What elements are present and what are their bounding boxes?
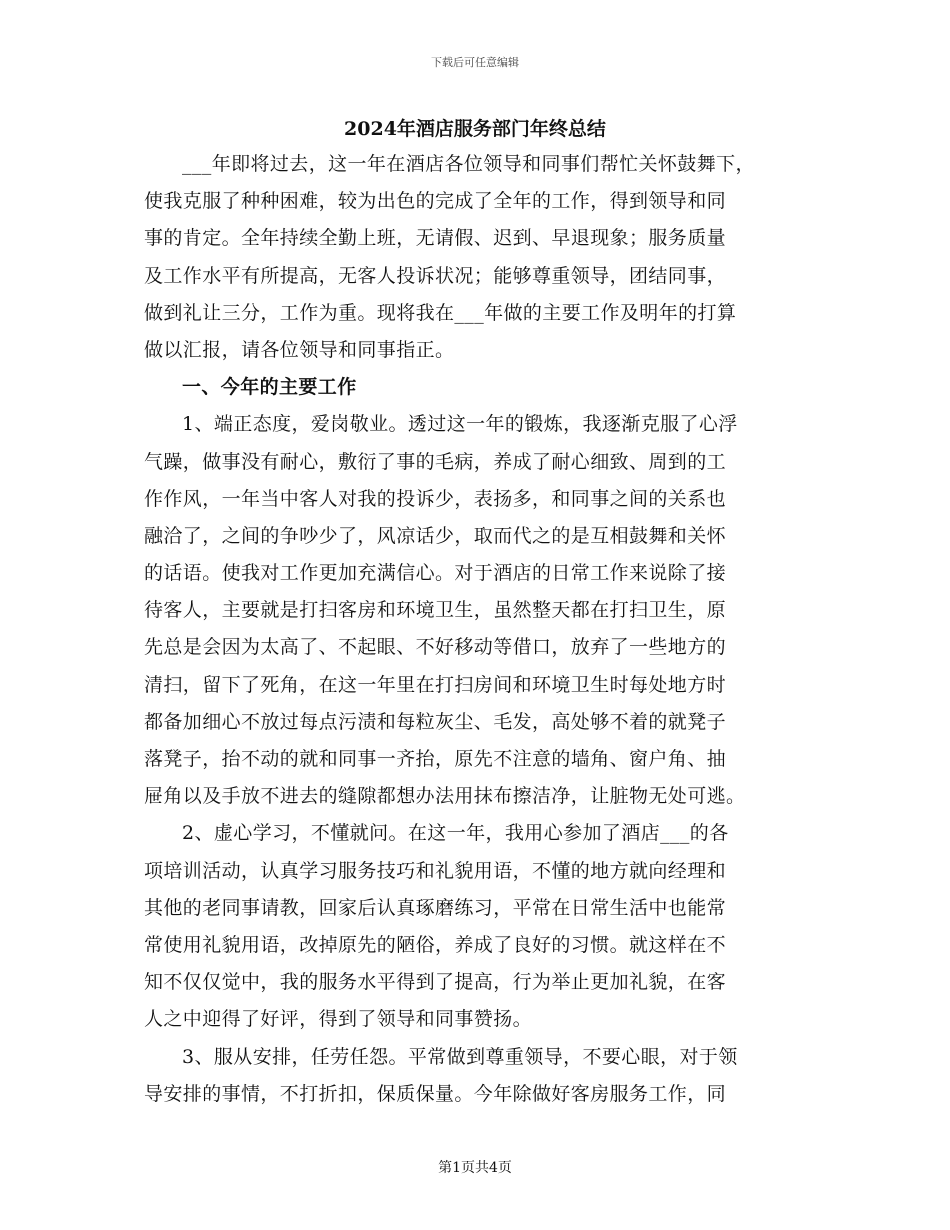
body-text-line: 项培训活动，认真学习服务技巧和礼貌用语，不懂的地方就向经理和: [144, 859, 727, 882]
body-text-line: 常使用礼貌用语，改掉原先的陋俗，养成了良好的习惯。就这样在不: [144, 933, 727, 956]
body-text-line: ___年即将过去，这一年在酒店各位领导和同事们帮忙关怀鼓舞下，: [182, 153, 755, 175]
body-text-line: 待客人，主要就是打扫客房和环境卫生，虽然整天都在打扫卫生，原: [144, 599, 727, 622]
body-text-line: 屉角以及手放不进去的缝隙都想办法用抹布擦洁净，让脏物无处可逃。: [144, 785, 746, 808]
body-text-line: 事的肯定。全年持续全勤上班，无请假、迟到、早退现象；服务质量: [144, 227, 727, 250]
body-text-line: 做到礼让三分，工作为重。现将我在___年做的主要工作及明年的打算: [144, 301, 737, 324]
body-text-line: 及工作水平有所提高，无客人投诉状况；能够尊重领导，团结同事，: [144, 264, 727, 287]
section-heading: 一、今年的主要工作: [182, 376, 357, 399]
body-text-line: 融洽了，之间的争吵少了，风凉话少，取而代之的是互相鼓舞和关怀: [144, 524, 727, 547]
body-text-line: 清扫，留下了死角，在这一年里在打扫房间和环境卫生时每处地方时: [144, 673, 727, 696]
header-note: 下载后可任意编辑: [431, 56, 519, 69]
body-text-line: 作作风，一年当中客人对我的投诉少，表扬多，和同事之间的关系也: [144, 487, 727, 510]
body-text-line: 气躁，做事没有耐心，敷衍了事的毛病，养成了耐心细致、周到的工: [144, 450, 727, 473]
page-footer: 第1页共4页: [438, 1160, 512, 1176]
body-text-line: 知不仅仅觉中，我的服务水平得到了提高，行为举止更加礼貌，在客: [144, 971, 727, 994]
body-text-line: 其他的老同事请教，回家后认真琢磨练习，平常在日常生活中也能常: [144, 896, 727, 919]
body-text-line: 人之中迎得了好评，得到了领导和同事赞扬。: [144, 1008, 533, 1031]
body-text-line: 3、服从安排，任劳任怨。平常做到尊重领导，不要心眼，对于领: [182, 1045, 738, 1068]
body-text-line: 的话语。使我对工作更加充满信心。对于酒店的日常工作来说除了接: [144, 562, 727, 585]
body-text-line: 落凳子，抬不动的就和同事一齐抬，原先不注意的墙角、窗户角、抽: [144, 748, 727, 770]
body-text-line: 使我克服了种种困难，较为出色的完成了全年的工作，得到领导和同: [144, 190, 727, 213]
document-body: [144, 146, 804, 1113]
body-text-line: 做以汇报，请各位领导和同事指正。: [144, 338, 455, 361]
body-text-line: 先总是会因为太高了、不起眼、不好移动等借口，放弃了一些地方的: [144, 636, 727, 659]
body-text-line: 都备加细心不放过每点污渍和每粒灰尘、毛发，高处够不着的就凳子: [144, 710, 727, 733]
document-title: 2024年酒店服务部门年终总结: [344, 118, 606, 140]
body-text-line: 1、端正态度，爱岗敬业。透过这一年的锻炼，我逐渐克服了心浮: [182, 413, 738, 436]
body-text-line: 导安排的事情，不打折扣，保质保量。今年除做好客房服务工作，同: [144, 1082, 727, 1105]
body-text-line: 2、虚心学习，不懂就问。在这一年，我用心参加了酒店___的各: [182, 822, 729, 845]
